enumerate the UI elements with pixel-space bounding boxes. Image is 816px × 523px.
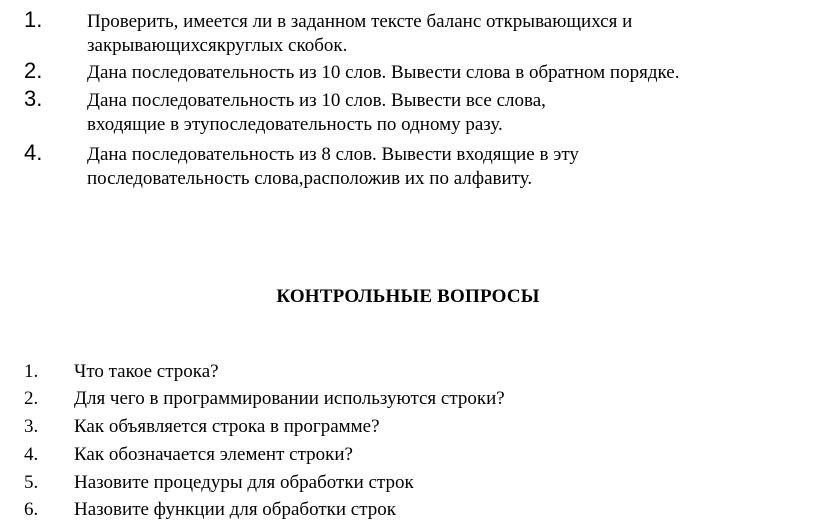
question-number: 4. bbox=[24, 444, 39, 465]
question-text: Для чего в программировании используются строки? bbox=[74, 388, 505, 409]
question-text: Как объявляется строка в программе? bbox=[74, 416, 380, 437]
task-text: Дана последовательность из 10 слов. Вывести слова в обратном порядке. bbox=[87, 62, 680, 83]
task-number: 2. bbox=[24, 58, 43, 83]
question-text: Как обозначается элемент строки? bbox=[74, 444, 353, 465]
question-text: Назовите функции для обработки строк bbox=[74, 499, 396, 520]
question-number: 6. bbox=[24, 499, 39, 520]
task-number: 1. bbox=[24, 7, 43, 32]
task-text: Проверить, имеется ли в заданном тексте баланс открывающихся и закрывающихсякруглых скобок. bbox=[87, 11, 633, 56]
question-number: 3. bbox=[24, 416, 39, 437]
question-text: Что такое строка? bbox=[74, 361, 219, 382]
task-number: 3. bbox=[24, 86, 43, 111]
task-text: Дана последовательность из 8 слов. Вывести входящие в эту последовательность слова,расположив их по алфавиту. bbox=[87, 144, 579, 189]
question-number: 2. bbox=[24, 388, 39, 409]
task-number: 4. bbox=[24, 140, 43, 165]
question-text: Назовите процедуры для обработки строк bbox=[74, 472, 414, 493]
task-text: Дана последовательность из 10 слов. Вывести все слова, входящие в этупоследовательность по одному разу. bbox=[87, 90, 546, 135]
section-heading: КОНТРОЛЬНЫЕ ВОПРОСЫ bbox=[276, 286, 540, 307]
question-number: 5. bbox=[24, 472, 39, 493]
question-number: 1. bbox=[24, 361, 39, 382]
